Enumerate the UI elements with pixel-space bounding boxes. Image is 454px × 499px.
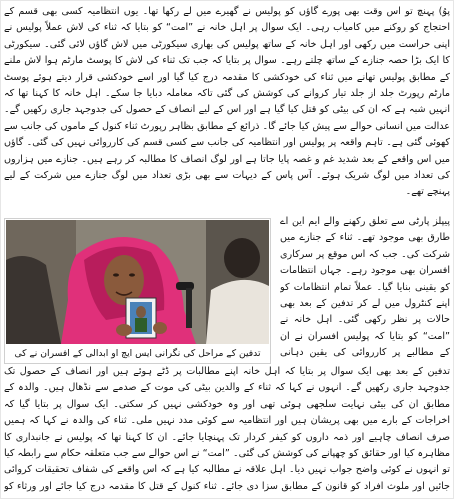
article-paragraph-top: پوُ) پہنچ تو اس وقت بھی پورے گاؤں کو پولیس نے گھیرے میں لے رکھا تھا۔ یوں انتظامیہ کسی بھی قسم کے احتجاج کو روکنے میں کامیاب رہی۔ ایک سوال پر اہل خانہ نے ”امت“ کو بتایا کہ ثناء کی لاش عملاً پولیس نے اپنی حراست میں رکھی اور اہل خانہ کے ساتھ پولیس کی بھاری سیکورٹی میں لاش گاؤں لائی گئی۔ سیکورٹی کا ایک بڑا حصہ جنازے کے ساتھ چلتے رہے۔ سوال پر بتایا کہ جب تک ثناء کی لاش کا پوسٹ مارٹم ہوا لاش ملنے کے مطابق پولیس تھانے میں ثناء کی خودکشی کا مقدمہ درج کیا گیا اور اسے خودکشی قرار دیتے ہوئے پوسٹ مارٹم رپورٹ جلد از جلد تیار کروانے کی کوشش کی گئی تاکہ معاملہ دبایا جا سکے۔ اہل خانہ کا کہنا تھا کہ انہیں شبہ ہے کہ ان کی بیٹی کو قتل کیا گیا ہے اور اس کے لیے انصاف کے حصول کی جدوجہد جاری رکھیں گے۔ عدالت میں انسانی حوالے سے پیش کیا جائے گا۔ ذرائع کے مطابق بظاہر رپورٹ ثناء کنول کے ماموں کی جانب سے کھوئی گئی ہے۔ تاہم واقعہ پر پولیس اور انتظامیہ کی جانب سے کسی قسم کی کارروائی نہیں کی گئی۔ گاؤں میں اس واقعے کے بعد شدید غم و غصہ پایا جاتا ہے اور لوگ انصاف کا مطالبہ کر رہے ہیں۔ جنازے میں ہزاروں کی تعداد میں لوگ شریک ہوئے۔ آس پاس کے دیہات سے بھی بڑی تعداد میں لوگ جنازے میں شرکت کے لیے پہنچے تھے۔	[4, 6, 450, 198]
article-body-top	[4, 4, 450, 216]
article-paragraph-side: پیپلز پارٹی سے تعلق رکھنے والے ایم این اے طارق بھی موجود تھے۔ ثناء کے جنازے میں شرکت کی۔ جب کہ اس موقع پر سرکاری افسران بھی موجود رہے۔ جہاں انتظامات کو یقینی بنایا گیا۔ عملاً تمام انتظامات کو اپنے کنٹرول میں لے کر تدفین کے بعد بھی حالات پر نظر رکھی گئی۔ اہل خانہ نے ”امت“ کو بتایا کہ پولیس افسران نے ان کے مطالبے پر کارروائی کی یقین دہانی	[280, 216, 450, 359]
news-photo-frame	[4, 218, 271, 364]
article-body-bottom	[4, 364, 450, 496]
article-paragraph-bottom: تدفین کے بعد بھی ایک سوال پر بتایا کہ اہل خانہ اپنے مطالبات پر ڈٹے ہوئے ہیں اور انصاف کے حصول تک جدوجہد جاری رکھیں گے۔ انہوں نے کہا کہ ثناء کے والدین بیٹی کی موت کے صدمے سے نڈھال ہیں۔ والدہ کے مطابق ان کی بیٹی نہایت سلجھی ہوئی تھی اور وہ خودکشی نہیں کر سکتی۔ ایک سوال پر بتایا گیا کہ اخراجات کے بارے میں بھی پریشان ہیں اور انتظامیہ سے کوئی مدد نہیں ملی۔ ثناء کی والدہ نے کہا کہ ہمیں صرف انصاف چاہیے اور ذمہ داروں کو کیفر کردار تک پہنچایا جائے۔ ان کا کہنا تھا کہ پولیس نے جانبداری کا مظاہرہ کیا اور حقائق کو چھپانے کی کوشش کی گئی۔ ”امت“ نے اس حوالے سے جب متعلقہ حکام سے رابطہ کیا تو انہوں نے کوئی واضح جواب نہیں دیا۔ اہل علاقہ نے مطالبہ کیا ہے کہ اس واقعے کی شفاف تحقیقات کروائی جائیں اور ملوث افراد کو قانون کے مطابق سزا دی جائے۔ ثناء کنول کے قتل کا مقدمہ درج کیا جائے اور ورثاء کو	[4, 366, 450, 492]
mourning-woman-photo	[6, 220, 269, 344]
news-photo	[6, 220, 269, 344]
article-body-side	[280, 214, 450, 360]
photo-caption: تدفین کے مراحل کی نگرانی ایس ایچ او ابدالی کے افسران نے کی	[14, 348, 261, 359]
